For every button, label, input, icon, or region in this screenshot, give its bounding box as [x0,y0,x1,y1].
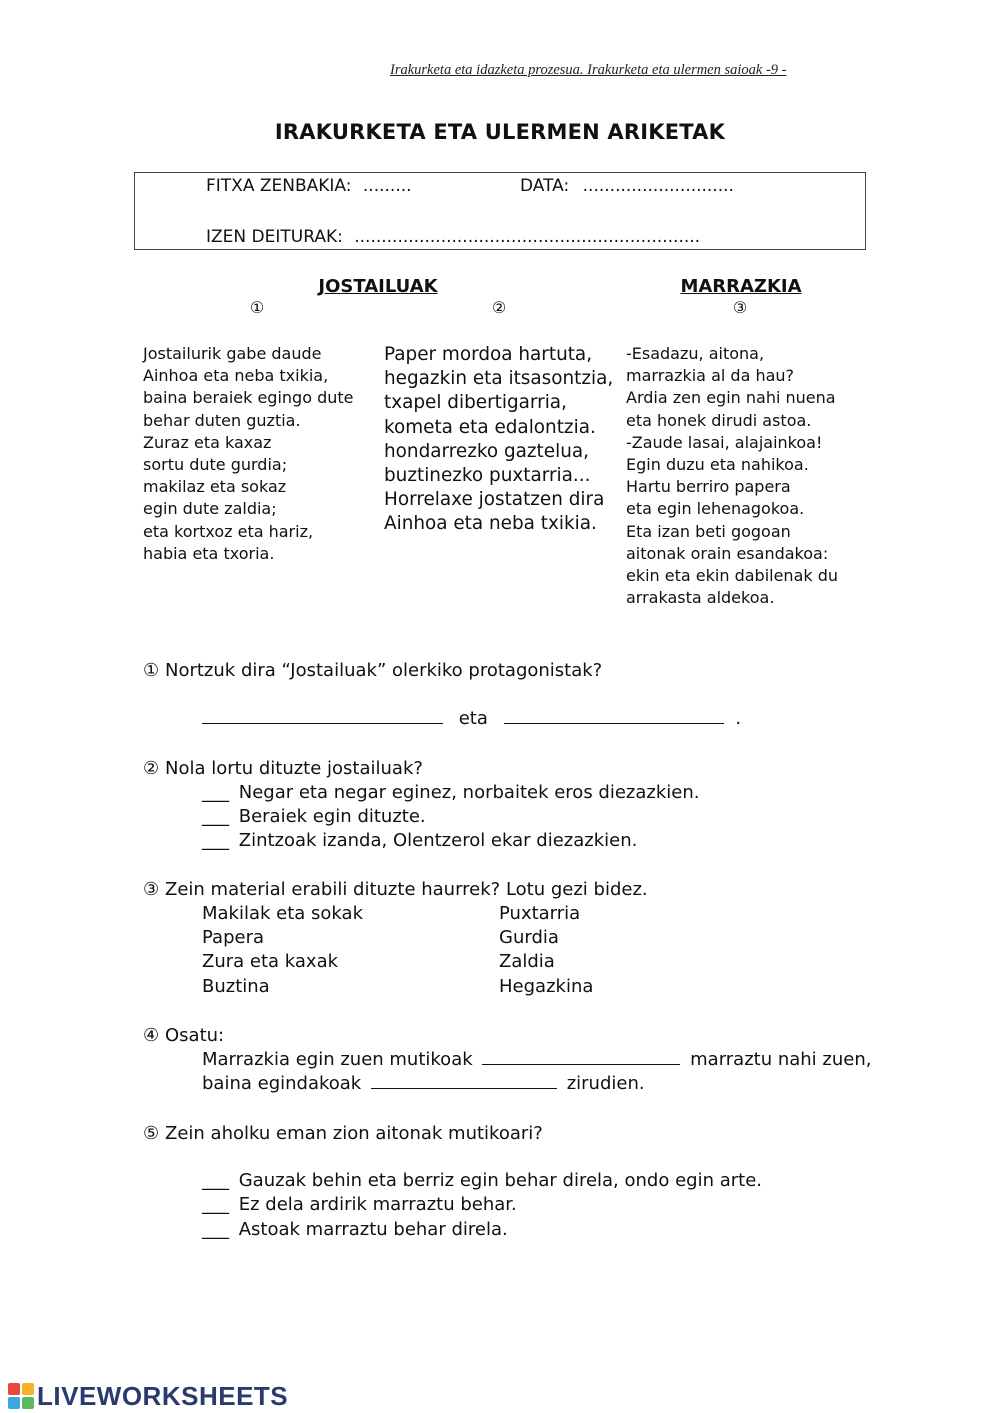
q3-match-right-1[interactable]: Puxtarria [499,903,581,924]
poem-line: habia eta txoria. [143,543,275,563]
q5-option-2 [202,1194,517,1215]
poem-line: Hartu berriro papera [626,477,791,497]
poem-line: Ainhoa eta neba txikia. [384,513,597,535]
poem-jostailuak-part1 [143,343,354,565]
q4-answer-blank-2[interactable] [371,1074,557,1089]
poem-line: Horrelaxe jostatzen dira [384,489,605,511]
q4-line-2 [202,1073,645,1094]
poem-line: buztinezko puxtarria... [384,465,591,487]
question-text: Zein aholku eman zion aitonak mutikoari? [165,1123,543,1144]
poem-line: Egin duzu eta nahikoa. [626,455,809,475]
q1-connector: eta [458,708,488,729]
data-label: DATA: [520,176,570,196]
poem-line: Eta izan beti gogoan [626,521,791,541]
poem-line: Zuraz eta kaxaz [143,432,272,452]
poem-line: eta honek dirudi astoa. [626,410,812,430]
izen-label: IZEN DEITURAK: [206,227,343,247]
poem-line: hegazkin eta itsasontzia, [384,368,614,390]
q5-option-text: Gauzak behin eta berriz egin behar direla, ondo egin arte. [238,1170,762,1191]
column-marker-2: ② [491,298,507,317]
question-2 [143,758,423,779]
q2-option-text: Zintzoak izanda, Olentzerol ekar diezazkien. [238,830,638,851]
q2-option-text: Negar eta negar eginez, norbaitek eros diezazkien. [238,782,700,803]
poem-line: egin dute zaldia; [143,499,277,519]
poem-line: marrazkia al da hau? [626,366,795,386]
question-1 [143,660,602,681]
q4-line-1 [202,1049,871,1070]
question-text: Zein material erabili dituzte haurrek? Lotu gezi bidez. [165,879,648,900]
q2-option-text: Beraiek egin dituzte. [238,806,426,827]
poem-line: -Zaude lasai, alajainkoa! [626,432,823,452]
poem-line: Paper mordoa hartuta, [384,344,593,365]
poem-jostailuak-part2 [384,343,613,537]
q2-option-2 [202,806,426,827]
poem-line: eta egin lehenagokoa. [626,499,805,519]
running-header: Irakurketa eta idazketa prozesua. Irakurketa eta ulermen saioak -9 - [390,62,787,78]
question-3 [143,879,648,900]
q5-option-1 [202,1170,762,1191]
q4-answer-blank-1[interactable] [482,1050,680,1065]
poem-title-marrazkia: MARRAZKIA [680,276,802,297]
liveworksheets-logo-icon [8,1383,34,1409]
fitxa-value[interactable]: ......... [362,176,412,196]
poem-title-jostailuak: JOSTAILUAK [318,276,438,297]
poem-line: Jostailurik gabe daude [143,344,322,363]
data-value[interactable]: ............................ [582,176,734,196]
q2-option-1 [202,782,699,803]
q4-text-b: marraztu nahi zuen, [690,1049,872,1070]
q3-match-left-4[interactable]: Buztina [202,976,270,997]
poem-line: baina beraiek egingo dute [143,388,354,408]
q1-answer-row [202,708,741,729]
fitxa-label: FITXA ZENBAKIA: [206,176,352,196]
q3-match-right-4[interactable]: Hegazkina [499,976,594,997]
poem-line: aitonak orain esandakoa: [626,543,829,563]
question-5 [143,1123,543,1144]
q3-match-left-1[interactable]: Makilak eta sokak [202,903,363,924]
poem-marrazkia [626,343,838,609]
q3-match-right-3[interactable]: Zaldia [499,951,555,972]
column-marker-1: ① [249,298,265,317]
q1-answer-blank-2[interactable] [504,709,724,724]
question-text: Nortzuk dira “Jostailuak” olerkiko protagonistak? [165,660,603,681]
question-number: ① [143,660,160,681]
poem-line: arrakasta aldekoa. [626,588,775,608]
q4-text-a: Marrazkia egin zuen mutikoak [202,1049,473,1070]
q5-option-text: Astoak marraztu behar direla. [238,1219,508,1240]
q4-text-d: zirudien. [566,1073,645,1094]
q5-option-blank[interactable]: ___ [202,1170,229,1191]
poem-line: kometa eta edalontzia. [384,416,596,438]
question-number: ② [143,758,160,779]
q5-option-3 [202,1219,508,1240]
poem-line: txapel dibertigarria, [384,392,567,414]
page-title: IRAKURKETA ETA ULERMEN ARIKETAK [274,120,726,144]
poem-line: -Esadazu, aitona, [626,344,765,363]
q5-option-blank[interactable]: ___ [202,1219,229,1240]
q2-option-blank[interactable]: ___ [202,830,229,851]
q1-answer-blank-1[interactable] [202,709,443,724]
q3-match-right-2[interactable]: Gurdia [499,927,559,948]
poem-line: Ardia zen egin nahi nuena [626,388,836,408]
izen-value[interactable]: ................................................................ [354,227,701,247]
q4-text-c: baina egindakoak [202,1073,362,1094]
question-4 [143,1025,224,1046]
q3-match-left-3[interactable]: Zura eta kaxak [202,951,339,972]
izen-field [206,227,700,247]
fitxa-field [206,176,412,196]
liveworksheets-logo-text: LIVEWORKSHEETS [37,1380,289,1411]
question-text: Osatu: [165,1025,225,1046]
poem-line: behar duten guztia. [143,410,301,430]
q5-option-text: Ez dela ardirik marraztu behar. [238,1194,517,1215]
q3-match-left-2[interactable]: Papera [202,927,265,948]
question-text: Nola lortu dituzte jostailuak? [165,758,423,779]
q2-option-blank[interactable]: ___ [202,782,229,803]
data-field [520,176,734,196]
liveworksheets-logo[interactable] [8,1380,288,1412]
poem-line: makilaz eta sokaz [143,477,287,497]
question-number: ⑤ [143,1123,160,1144]
q2-option-3 [202,830,637,851]
poem-line: sortu dute gurdia; [143,455,288,475]
q1-end-mark: . [735,708,742,729]
column-marker-3: ③ [732,298,748,317]
poem-line: hondarrezko gaztelua, [384,440,589,462]
poem-line: ekin eta ekin dabilenak du [626,566,839,586]
poem-line: eta kortxoz eta hariz, [143,521,314,541]
question-number: ③ [143,879,160,900]
question-number: ④ [143,1025,160,1046]
q5-option-blank[interactable]: ___ [202,1194,229,1215]
q2-option-blank[interactable]: ___ [202,806,229,827]
poem-line: Ainhoa eta neba txikia, [143,366,329,386]
